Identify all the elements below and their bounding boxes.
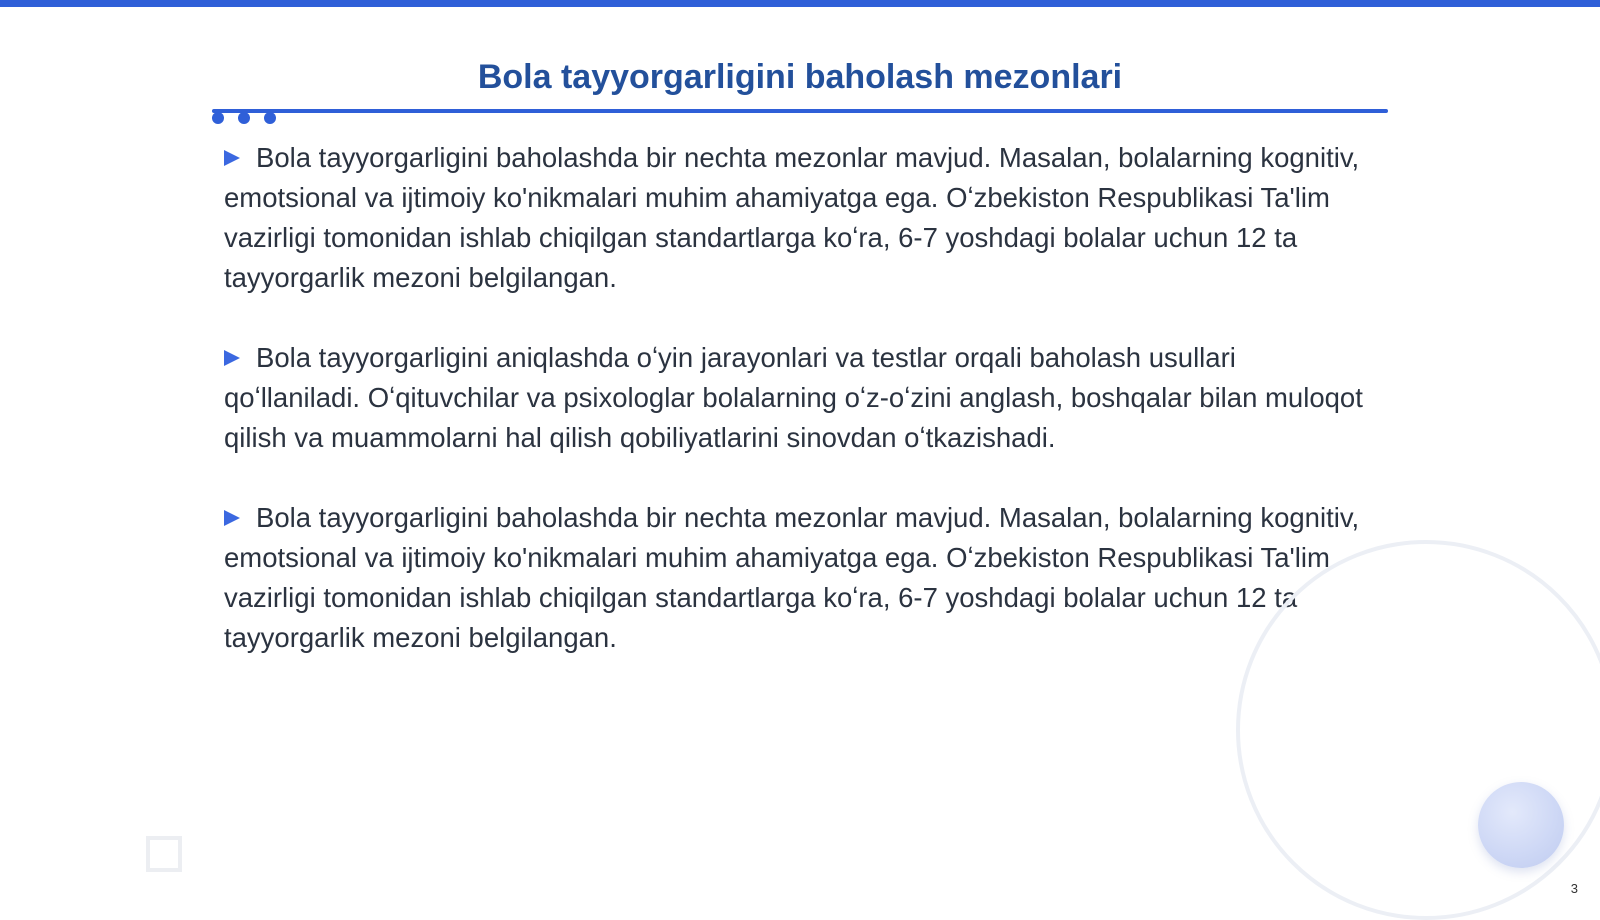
dot-decoration	[264, 112, 276, 124]
decorative-circle	[1478, 782, 1564, 868]
bullet-item	[224, 338, 1374, 458]
page-number: 3	[1570, 881, 1578, 896]
dot-decoration	[238, 112, 250, 124]
bullet-text: Bola tayyorgarligini aniqlashda oʻyin jarayonlari va testlar orqali baholash usullari qoʻllaniladi. Oʻqituvchilar va psixologlar bolalarning oʻz-oʻzini anglash, boshqalar bilan muloqot qilish va muammolarni hal qilish qobiliyatlarini sinovdan oʻtkazishadi.	[224, 342, 1363, 453]
decorative-square	[146, 836, 182, 872]
bullet-item	[224, 138, 1374, 298]
decorative-ring	[1236, 540, 1600, 920]
triangle-right-icon	[224, 350, 240, 366]
triangle-right-icon	[224, 150, 240, 166]
slide-title: Bola tayyorgarligini baholash mezonlari	[477, 58, 1123, 96]
bullet-item	[224, 498, 1374, 658]
title-underline	[212, 109, 1388, 113]
triangle-right-icon	[224, 510, 240, 526]
bullet-list	[224, 138, 1374, 698]
bullet-text: Bola tayyorgarligini baholashda bir nechta mezonlar mavjud. Masalan, bolalarning kognitiv, emotsional va ijtimoiy ko'nikmalari muhim ahamiyatga ega. Oʻzbekiston Respublikasi Ta'lim vazirligi tomonidan ishlab chiqilgan standartlarga koʻra, 6-7 yoshdagi bolalar uchun 12 ta tayyorgarlik mezoni belgilangan.	[224, 142, 1360, 293]
dot-decoration	[212, 112, 224, 124]
bullet-text: Bola tayyorgarligini baholashda bir nechta mezonlar mavjud. Masalan, bolalarning kognitiv, emotsional va ijtimoiy ko'nikmalari muhim ahamiyatga ega. Oʻzbekiston Respublikasi Ta'lim vazirligi tomonidan ishlab chiqilgan standartlarga koʻra, 6-7 yoshdagi bolalar uchun 12 ta tayyorgarlik mezoni belgilangan.	[224, 502, 1360, 653]
top-accent-bar	[0, 0, 1600, 7]
